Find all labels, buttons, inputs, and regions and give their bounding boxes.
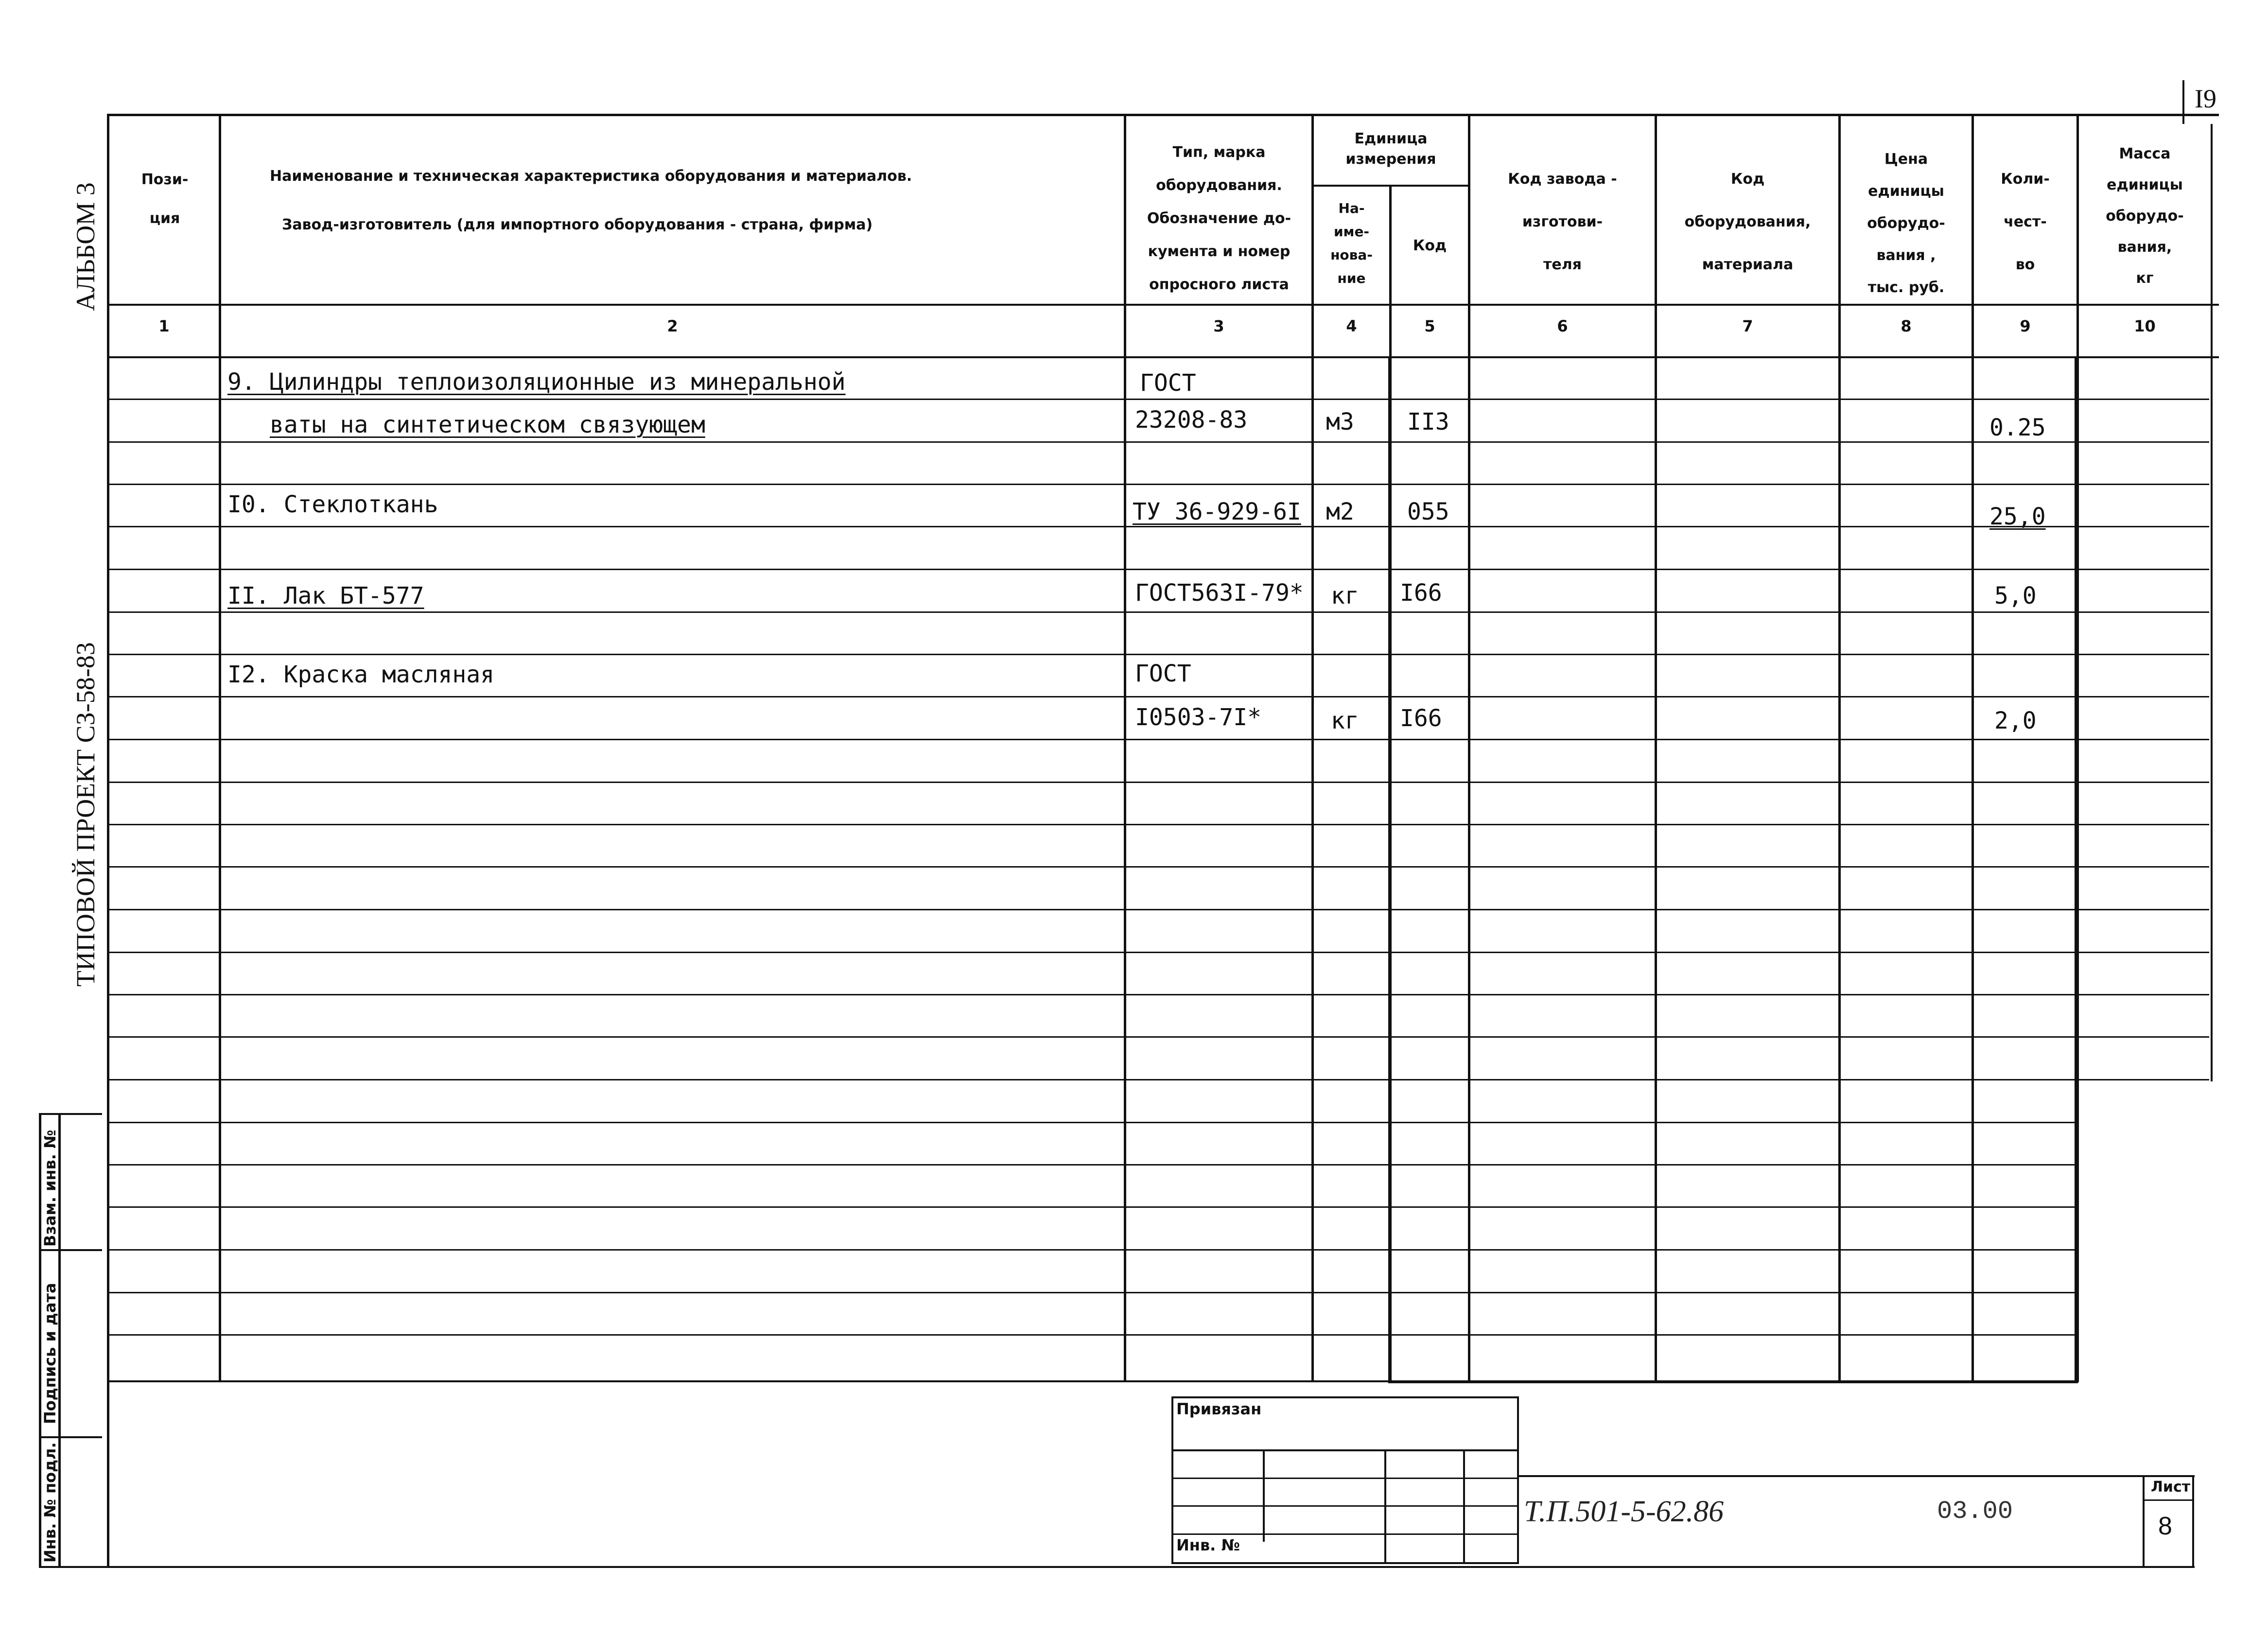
header-bottom-border [107,304,2219,306]
column-number: 4 [1346,317,1357,335]
col-line-3 [1311,114,1314,1382]
stamp-line [1171,1505,1519,1507]
row-doc: ТУ 36-929-6I [1133,498,1301,525]
row-line [109,526,2209,527]
designation: Т.П.501-5-62.86 [1524,1495,1724,1528]
row-line [109,782,2209,783]
row-qty: 25,0 [1989,503,2046,530]
header-col9: Коли- чест- во [2001,171,2050,273]
col-line-1 [219,114,221,1382]
col-line-2 [1124,114,1126,1382]
sheet-box-divider [2143,1499,2194,1501]
row-doc: ГОСТ [1140,369,1196,397]
stamp-line [1171,1478,1519,1479]
column-number: 5 [1424,317,1435,335]
stamp-inv-no: Инв. № [1176,1536,1240,1554]
row-name: I2. Краска масляная [227,661,495,688]
row-line [109,1206,2078,1208]
frame-right-thick [2075,356,2078,1383]
column-number: 7 [1742,317,1753,335]
unit-subheader-divider [1311,185,1470,187]
column-number: 6 [1557,317,1568,335]
frame-left-thick [1388,356,1392,1383]
column-number: 3 [1213,317,1224,335]
row-line [109,1122,2078,1123]
row-line [109,611,2209,613]
stamp-vline [1463,1449,1465,1564]
row-line [109,1249,2078,1251]
col-line-5 [1468,114,1470,1382]
stamp-strip-bottom [39,1566,102,1568]
row-line [109,569,2209,570]
col-line-8 [1971,114,1974,1382]
frame-bottom-thick [1388,1380,2078,1383]
header-col6: Код завода - изготови- теля [1508,171,1617,273]
row-line [109,1334,2078,1336]
row-line [109,739,2209,740]
row-line [109,1164,2078,1166]
column-number: 9 [2020,317,2031,335]
header-col5: Код [1413,237,1447,254]
page-number: I9 [2195,84,2216,113]
row-line [109,909,2209,910]
row-code: I66 [1400,579,1442,607]
column-number: 10 [2134,317,2156,335]
header-col3: Тип, марка оборудования. Обозначение до- кумента и номер опросного листа [1147,144,1291,293]
header-col10: Масса единицы оборудо- вания, кг [2106,145,2184,287]
stamp-sign-label: Подпись и дата [41,1283,59,1424]
page-number-divider [2182,80,2184,124]
header-col4: На- име- нова- ние [1330,200,1373,286]
column-number: 2 [667,317,678,335]
header-col2-line2: Завод-изготовитель (для импортного оборудования - страна, фирма) [282,216,873,233]
row-name: II. Лак БТ-577 [227,582,424,609]
body-bottom-border [107,1380,1390,1382]
row-doc: ГОСТ [1135,660,1191,687]
header-unit-group: Единица измерения [1345,130,1436,168]
row-line [109,484,2209,485]
row-doc: I0503-7I* [1135,704,1262,731]
col-line-7 [1838,114,1841,1382]
row-doc: ГОСТ563I-79* [1135,579,1304,607]
sheet-label: Лист [2151,1479,2191,1496]
row-line [109,952,2209,953]
header-col1: Пози- ция [141,171,189,227]
row-line [109,696,2209,697]
designation-top-line [1519,1475,2195,1477]
designation-code: 03.00 [1937,1497,2013,1526]
row-name: I0. Стеклоткань [227,491,438,518]
row-name: ваты на синтетическом связующем [270,411,705,438]
header-col8: Цена единицы оборудо- вания , тыс. руб. [1867,151,1945,296]
row-line [109,1079,2209,1080]
header-col2-line1: Наименование и техническая характеристика оборудования и материалов. [270,168,912,185]
row-unit: м3 [1326,408,1354,435]
page-bottom-border [102,1566,2195,1568]
col-line-6 [1655,114,1657,1382]
stamp-vline [1384,1449,1386,1564]
column-number: 8 [1901,317,1912,335]
row-name: 9. Цилиндры теплоизоляционные из минеральной [227,368,846,396]
row-qty: 5,0 [1994,582,2037,609]
sheet-box-left [2143,1475,2145,1567]
sheet-number: 8 [2158,1512,2172,1540]
number-row-bottom-border [107,356,2219,358]
project-label: ТИПОВОЙ ПРОЕКТ СЗ-58-83 [71,642,100,987]
row-code: I66 [1400,705,1442,732]
col-line-10 [2211,124,2213,1081]
row-line [109,441,2209,443]
row-line [109,654,2209,655]
row-unit: кг [1331,582,1359,609]
column-number: 1 [158,317,170,335]
row-doc: 23208-83 [1135,406,1248,434]
row-line [109,1292,2078,1293]
row-line [109,1036,2209,1038]
stamp-line [1171,1449,1519,1451]
album-label: АЛЬБОМ 3 [71,182,100,311]
stamp-vline [1263,1449,1265,1542]
row-line [109,866,2209,868]
page-right-border [2192,1475,2194,1567]
row-code: 055 [1407,498,1449,525]
stamp-vzam-label: Взам. инв. № [41,1130,59,1247]
row-unit: кг [1331,707,1359,734]
table-top-border [107,114,2219,116]
row-line [109,824,2209,825]
row-unit: м2 [1326,498,1354,525]
stamp-privyazan: Привязан [1176,1400,1262,1418]
row-line [109,994,2209,995]
row-qty: 2,0 [1994,707,2037,734]
row-qty: 0.25 [1989,414,2046,441]
stamp-strip-div2 [39,1436,102,1438]
header-col7: Код оборудования, материала [1684,171,1811,273]
row-code: II3 [1407,408,1449,435]
stamp-strip-top [39,1113,102,1115]
stamp-strip-div1 [39,1249,102,1251]
stamp-line [1171,1533,1519,1535]
row-line [109,399,2209,400]
stamp-inv-label: Инв. № подл. [41,1442,59,1563]
